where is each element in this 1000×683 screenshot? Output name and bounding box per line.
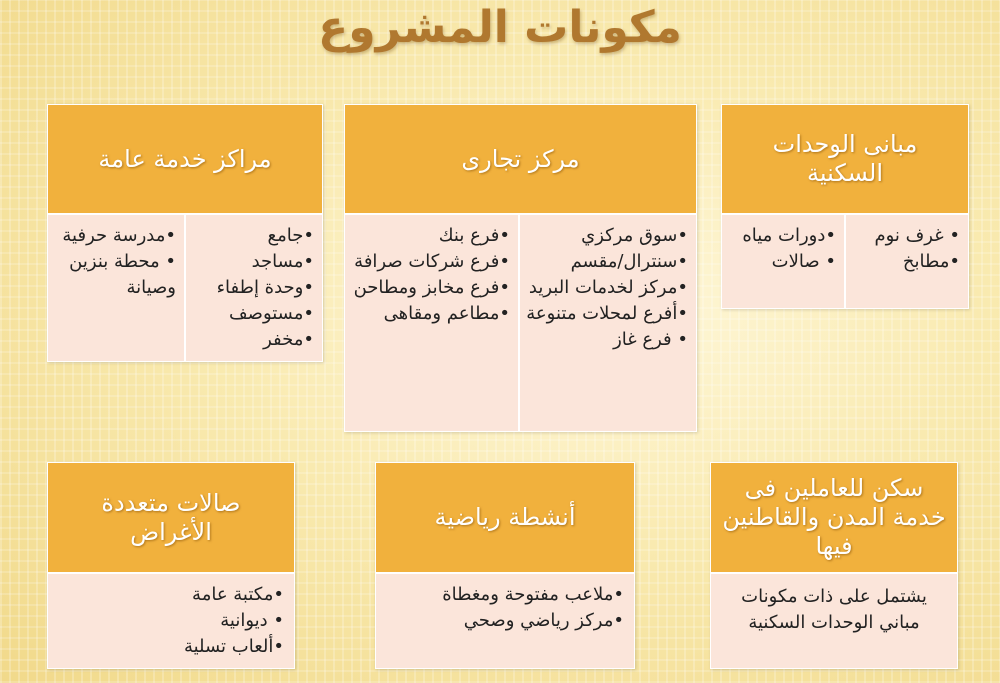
- page-title: مكونات المشروع: [318, 2, 682, 53]
- list-item: •جامع: [267, 225, 314, 246]
- card-header-public-service: مراكز خدمة عامة: [47, 104, 323, 214]
- card-body-commercial: [344, 214, 697, 432]
- card-column-sports-1: [375, 573, 635, 669]
- list-item: •مركز لخدمات البريد: [528, 277, 688, 298]
- card-body-sports: [375, 573, 635, 669]
- card-workers-housing: [710, 462, 958, 669]
- list-item: •مطابخ: [902, 251, 960, 272]
- card-column-multipurpose-1: [47, 573, 295, 669]
- card-body-multipurpose: [47, 573, 295, 669]
- list-item: •فرع شركات صرافة: [354, 251, 510, 272]
- list-item: •مركز رياضي وصحي: [463, 610, 624, 631]
- card-commercial: [344, 104, 697, 432]
- card-multipurpose: [47, 462, 295, 669]
- list-item: • محطة بنزين وصيانة: [69, 251, 176, 298]
- card-sports: [375, 462, 635, 669]
- list-item: •أفرع لمحلات متنوعة: [526, 303, 688, 324]
- list-item: • غرف نوم: [874, 225, 960, 246]
- card-body-residential: [721, 214, 969, 309]
- card-header-multipurpose: صالات متعددة الأغراض: [47, 462, 295, 573]
- list-item: •مستوصف: [229, 303, 314, 324]
- list-item: •دورات مياه: [742, 225, 836, 246]
- list-item: •سوق مركزي: [581, 225, 688, 246]
- card-body-public-service: [47, 214, 323, 362]
- list-item: •ألعاب تسلية: [183, 636, 284, 657]
- card-public-service: [47, 104, 323, 362]
- card-header-commercial: مركز تجارى: [344, 104, 697, 214]
- card-header-workers-housing: سكن للعاملين فى خدمة المدن والقاطنين فيها: [710, 462, 958, 573]
- card-column-commercial-2: [344, 214, 519, 432]
- list-item: •فرع بنك: [438, 225, 510, 246]
- list-item: يشتمل على ذات مكونات مباني الوحدات السكنية: [741, 586, 927, 633]
- list-item: •مطاعم ومقاهى: [383, 303, 510, 324]
- list-item: • صالات: [771, 251, 836, 272]
- list-item: •مساجد: [251, 251, 314, 272]
- card-column-workers-housing-1: [710, 573, 958, 669]
- list-item: •مخفر: [263, 329, 314, 350]
- list-item: • ديوانية: [220, 610, 284, 631]
- card-header-sports: أنشطة رياضية: [375, 462, 635, 573]
- card-header-residential: مبانى الوحدات السكنية: [721, 104, 969, 214]
- card-column-commercial-1: [519, 214, 697, 432]
- list-item: •ملاعب مفتوحة ومغطاة: [442, 584, 624, 605]
- card-column-residential-1: [845, 214, 969, 309]
- card-column-residential-2: [721, 214, 845, 309]
- card-residential: [721, 104, 969, 309]
- list-item: • فرع غاز: [613, 329, 688, 350]
- list-item: •فرع مخابز ومطاحن: [353, 277, 510, 298]
- card-column-public-service-2: [47, 214, 185, 362]
- list-item: •وحدة إطفاء: [216, 277, 314, 298]
- list-item: •سنترال/مقسم: [570, 251, 688, 272]
- list-item: •مكتبة عامة: [192, 584, 284, 605]
- list-item: •مدرسة حرفية: [62, 225, 176, 246]
- card-column-public-service-1: [185, 214, 323, 362]
- card-body-workers-housing: [710, 573, 958, 669]
